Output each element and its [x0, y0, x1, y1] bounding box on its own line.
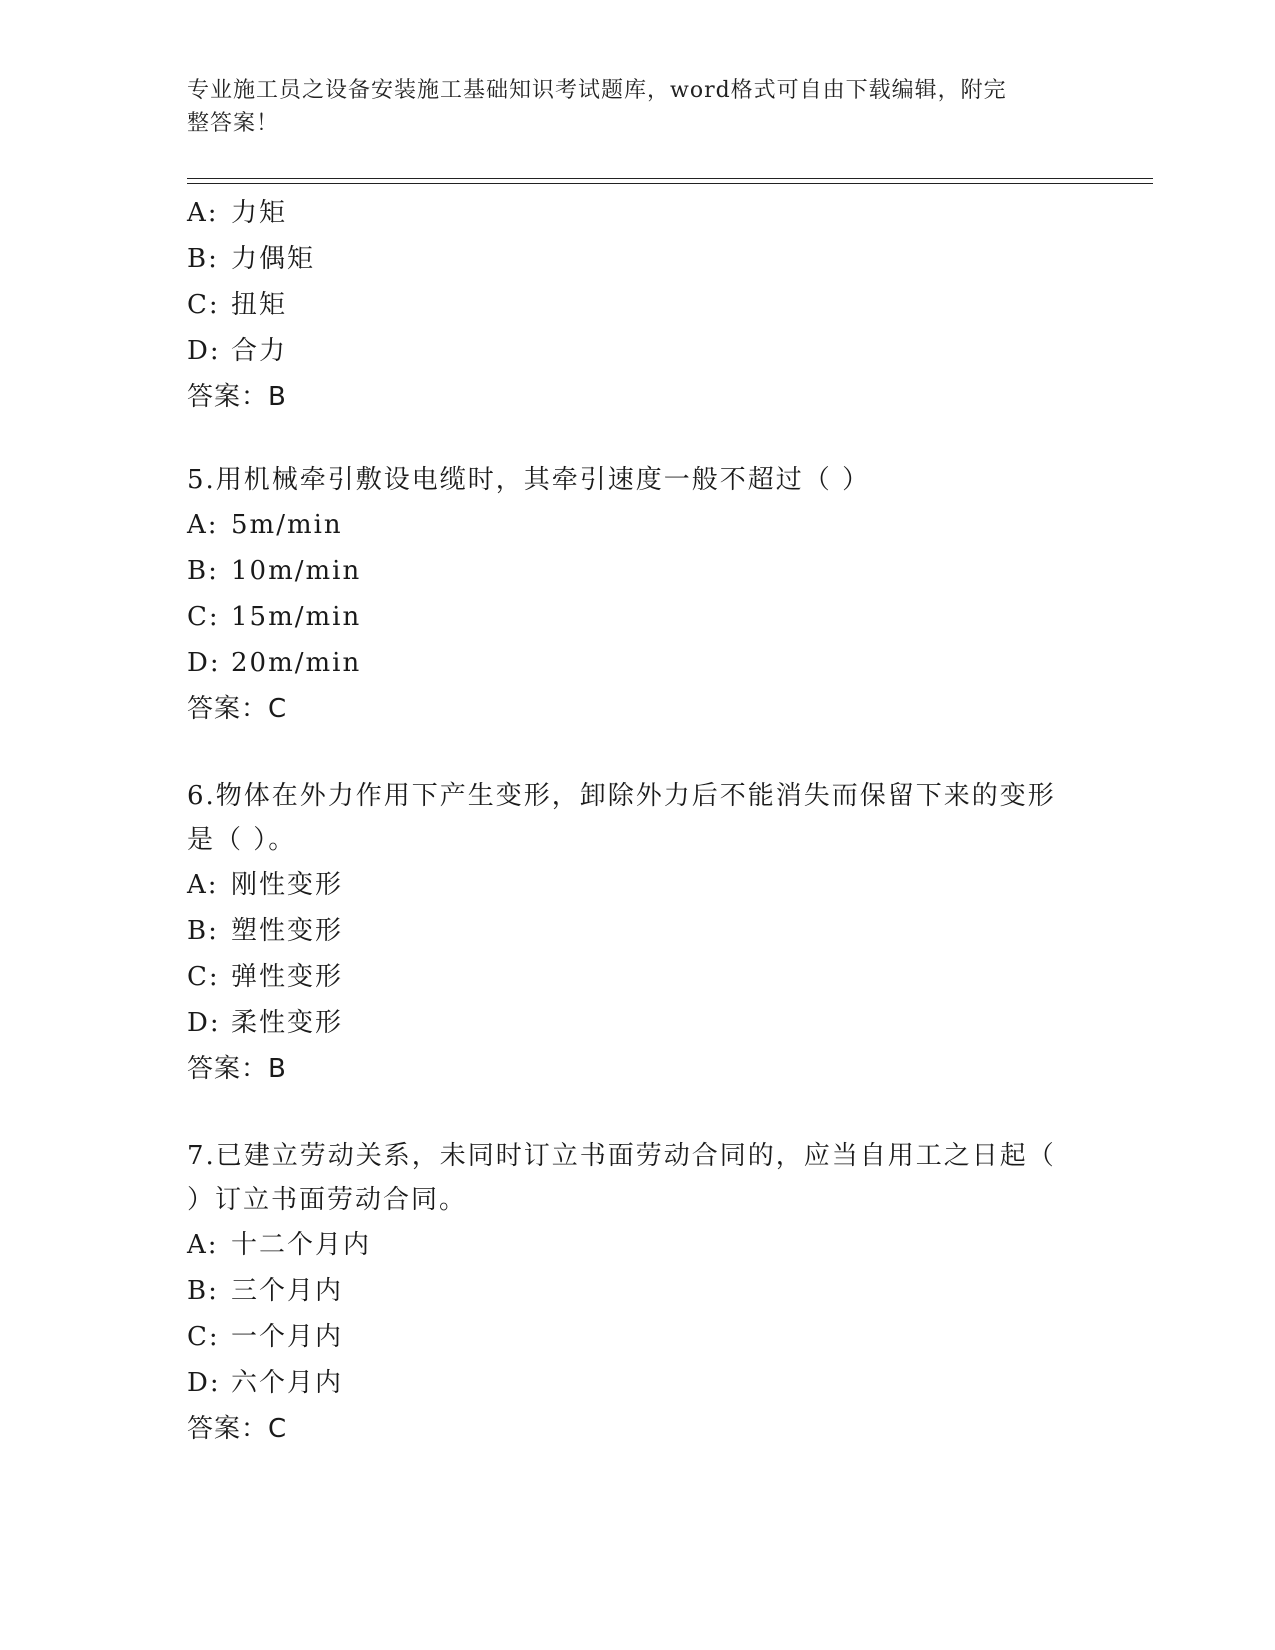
option-b: B: 三个月内 — [187, 1276, 344, 1306]
question-6 — [187, 774, 1067, 1092]
document-header — [187, 74, 1067, 140]
header-divider — [187, 178, 1153, 184]
option-c: C: 一个月内 — [187, 1322, 344, 1352]
option-d: D: 合力 — [187, 336, 288, 366]
option-b: B: 塑性变形 — [187, 916, 344, 946]
question-stem: 7.已建立劳动关系，未同时订立书面劳动合同的，应当自用工之日起（ ）订立书面劳动合同。 — [187, 1141, 1056, 1215]
question-stem: 5.用机械牵引敷设电缆时，其牵引速度一般不超过（ ） — [187, 465, 871, 495]
option-d: D: 六个月内 — [187, 1368, 344, 1398]
question-list — [187, 190, 1067, 1494]
option-a: A: 十二个月内 — [187, 1230, 372, 1260]
option-b: B: 10m/min — [187, 556, 362, 586]
option-b: B: 力偶矩 — [187, 244, 316, 274]
answer-line: 答案：C — [187, 694, 288, 724]
option-a: A: 刚性变形 — [187, 870, 344, 900]
header-title-line1: 专业施工员之设备安装施工基础知识考试题库，word格式可自由下载编辑，附完 — [187, 78, 1007, 103]
answer-line: 答案：B — [187, 382, 287, 412]
question-7 — [187, 1134, 1067, 1452]
option-c: C: 扭矩 — [187, 290, 288, 320]
option-c: C: 15m/min — [187, 602, 362, 632]
option-c: C: 弹性变形 — [187, 962, 344, 992]
option-d: D: 柔性变形 — [187, 1008, 344, 1038]
question-5 — [187, 458, 1067, 732]
question-4-continued — [187, 190, 1067, 420]
answer-line: 答案：C — [187, 1414, 288, 1444]
header-title-line2: 整答案！ — [187, 111, 280, 136]
answer-line: 答案：B — [187, 1054, 287, 1084]
option-a: A: 力矩 — [187, 198, 288, 228]
option-d: D: 20m/min — [187, 648, 362, 678]
question-stem: 6.物体在外力作用下产生变形，卸除外力后不能消失而保留下来的变形是（ ）。 — [187, 781, 1056, 855]
option-a: A: 5m/min — [187, 510, 343, 540]
